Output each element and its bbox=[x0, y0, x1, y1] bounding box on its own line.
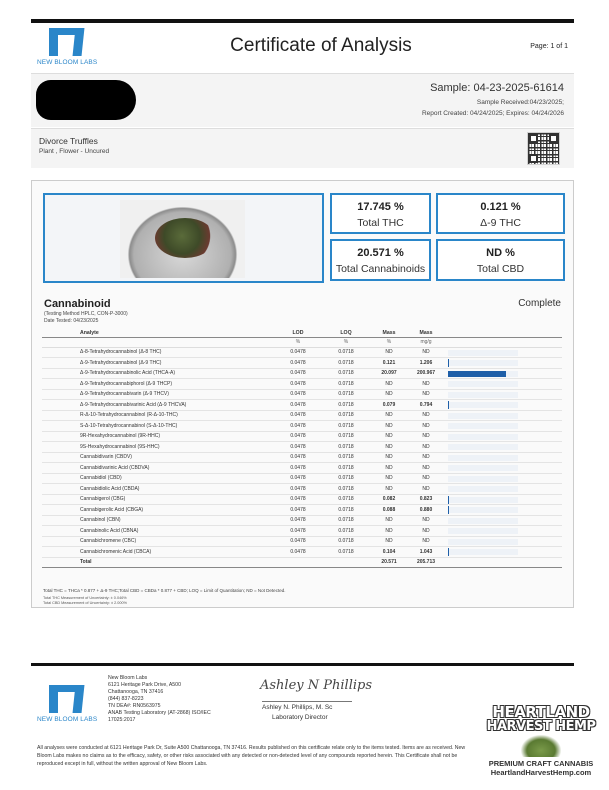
loq-value: 0.0718 bbox=[322, 494, 370, 505]
lod-value: 0.0478 bbox=[274, 536, 322, 547]
col-header-lod: LOD bbox=[274, 329, 322, 337]
lod-value: 0.0478 bbox=[274, 505, 322, 516]
mass-pct-value: 0.088 bbox=[370, 505, 408, 516]
level-bar-track bbox=[448, 350, 518, 356]
signer-name: Ashley N. Phillips, M. Sc bbox=[262, 704, 333, 711]
mass-pct-value: ND bbox=[370, 463, 408, 474]
sample-info-bar bbox=[31, 73, 574, 127]
table-footnote: Total THC = THCa * 0.877 + Δ-9 THC;Total CBD = CBDa * 0.877 + CBD; LOQ = Limit of Quantitation; ND = Not Detected. bbox=[43, 588, 286, 593]
watermark-line2: HARVEST HEMP bbox=[486, 719, 596, 734]
lod-value: 0.0478 bbox=[274, 547, 322, 558]
mass-pct-value: ND bbox=[370, 379, 408, 390]
mass-mg-value: ND bbox=[408, 463, 444, 474]
mass-mg-value: ND bbox=[408, 515, 444, 526]
loq-value: 0.0718 bbox=[322, 526, 370, 537]
level-bar-cell bbox=[444, 347, 562, 358]
level-bar-cell bbox=[444, 473, 562, 484]
table-row bbox=[42, 379, 562, 390]
loq-value: 0.0718 bbox=[322, 463, 370, 474]
stat-label: Total Cannabinoids bbox=[335, 263, 426, 275]
table-row bbox=[42, 442, 562, 453]
analyte-name: 9R-Hexahydrocannabinol (9R-HHC) bbox=[42, 431, 274, 442]
lod-value: 0.0478 bbox=[274, 452, 322, 463]
level-bar-cell bbox=[444, 484, 562, 495]
level-bar-cell bbox=[444, 515, 562, 526]
table-row bbox=[42, 536, 562, 547]
page-title: Certificate of Analysis bbox=[230, 35, 412, 56]
mass-mg-value: ND bbox=[408, 473, 444, 484]
loq-value: 0.0718 bbox=[322, 473, 370, 484]
mass-pct-value: 0.121 bbox=[370, 358, 408, 369]
level-bar-cell bbox=[444, 400, 562, 411]
level-bar-track bbox=[448, 381, 518, 387]
heartland-harvest-hemp-watermark bbox=[478, 705, 604, 787]
level-bar-cell bbox=[444, 431, 562, 442]
mass-mg-value: ND bbox=[408, 484, 444, 495]
table-row bbox=[42, 484, 562, 495]
table-row bbox=[42, 494, 562, 505]
loq-value: 0.0718 bbox=[322, 452, 370, 463]
redacted-client-block bbox=[36, 80, 136, 120]
lod-value: 0.0478 bbox=[274, 347, 322, 358]
lab-contact-info bbox=[108, 675, 211, 724]
lab-line: 17025:2017 bbox=[108, 717, 136, 723]
lab-line: (844) 837-8223 bbox=[108, 696, 144, 702]
bottom-rule bbox=[31, 663, 574, 666]
mass-mg-value: ND bbox=[408, 410, 444, 421]
sample-id: Sample: 04-23-2025-61614 bbox=[430, 82, 564, 94]
mass-pct-value: ND bbox=[370, 431, 408, 442]
level-bar-track bbox=[448, 507, 518, 513]
lab-line: Chattanooga, TN 37416 bbox=[108, 689, 164, 695]
table-row bbox=[42, 526, 562, 537]
lab-line: TN DEA#: RN0563975 bbox=[108, 703, 161, 709]
stat-value: ND % bbox=[486, 247, 515, 259]
level-bar-track bbox=[448, 413, 518, 419]
loq-value: 0.0718 bbox=[322, 431, 370, 442]
empty-cell bbox=[322, 557, 370, 568]
product-type: Plant , Flower - Uncured bbox=[39, 148, 110, 155]
table-row bbox=[42, 347, 562, 358]
mass-pct-value: ND bbox=[370, 389, 408, 400]
table-header-row bbox=[42, 329, 562, 337]
level-bar-cell bbox=[444, 442, 562, 453]
level-bar-cell bbox=[444, 379, 562, 390]
level-bar-cell bbox=[444, 410, 562, 421]
analyte-name: Δ-9-Tetrahydrocannabiphorol (Δ-9 THCP) bbox=[42, 379, 274, 390]
flower-bud-image bbox=[155, 218, 215, 258]
handwritten-signature: Ashley N Phillips bbox=[260, 678, 373, 693]
analyte-name: Δ-8-Tetrahydrocannabinol (Δ-8 THC) bbox=[42, 347, 274, 358]
analyte-name: Δ-9-Tetrahydrocannabinol (Δ-9 THC) bbox=[42, 358, 274, 369]
mass-pct-value: ND bbox=[370, 410, 408, 421]
analyte-name: Cannabidiol (CBD) bbox=[42, 473, 274, 484]
loq-value: 0.0718 bbox=[322, 358, 370, 369]
lod-value: 0.0478 bbox=[274, 473, 322, 484]
level-bar-track bbox=[448, 528, 518, 534]
header bbox=[31, 23, 574, 73]
mass-pct-value: ND bbox=[370, 536, 408, 547]
loq-value: 0.0718 bbox=[322, 389, 370, 400]
uncertainty-thc: Total THC Measurement of Uncertainty: ± 0.046% bbox=[43, 596, 127, 600]
mass-mg-value: ND bbox=[408, 347, 444, 358]
sample-photo-frame bbox=[43, 193, 324, 283]
qr-code-icon[interactable] bbox=[527, 132, 560, 165]
loq-value: 0.0718 bbox=[322, 368, 370, 379]
uncertainty-notes bbox=[43, 596, 127, 605]
unit-cell: % bbox=[274, 337, 322, 347]
product-name: Divorce Truffles bbox=[39, 136, 98, 146]
lod-value: 0.0478 bbox=[274, 463, 322, 474]
analyte-name: S-Δ-10-Tetrahydrocannabinol (S-Δ-10-THC) bbox=[42, 421, 274, 432]
table-row bbox=[42, 473, 562, 484]
mass-mg-value: 0.880 bbox=[408, 505, 444, 516]
testing-method: (Testing Method HPLC, CON-P-3000) bbox=[44, 311, 128, 317]
mass-mg-value: 0.794 bbox=[408, 400, 444, 411]
watermark-url: HeartlandHarvestHemp.com bbox=[490, 768, 592, 777]
mass-mg-value: ND bbox=[408, 526, 444, 537]
stat-label: Δ-9 THC bbox=[480, 217, 521, 229]
level-bar-cell bbox=[444, 536, 562, 547]
level-bar-cell bbox=[444, 389, 562, 400]
table-row bbox=[42, 452, 562, 463]
stat-total-thc bbox=[330, 193, 431, 234]
lod-value: 0.0478 bbox=[274, 379, 322, 390]
level-bar-track bbox=[448, 549, 518, 555]
analyte-name: Δ-9-Tetrahydrocannabinolic Acid (THCA-A) bbox=[42, 368, 274, 379]
unit-cell bbox=[42, 337, 274, 347]
lod-value: 0.0478 bbox=[274, 400, 322, 411]
section-status: Complete bbox=[518, 298, 561, 309]
level-bar-track bbox=[448, 486, 518, 492]
level-bar-track bbox=[448, 497, 518, 503]
mass-pct-value: ND bbox=[370, 526, 408, 537]
mass-mg-value: 1.043 bbox=[408, 547, 444, 558]
mass-mg-value: ND bbox=[408, 431, 444, 442]
mass-pct-value: ND bbox=[370, 515, 408, 526]
level-bar-cell bbox=[444, 368, 562, 379]
level-bar-fill bbox=[448, 371, 506, 377]
total-pct: 20.571 bbox=[370, 557, 408, 568]
mass-mg-value: ND bbox=[408, 379, 444, 390]
level-bar-tick bbox=[448, 496, 449, 504]
level-bar-cell bbox=[444, 505, 562, 516]
total-row bbox=[42, 557, 562, 568]
stat-d9-thc bbox=[436, 193, 565, 234]
mass-mg-value: 0.823 bbox=[408, 494, 444, 505]
results-panel bbox=[31, 180, 574, 608]
loq-value: 0.0718 bbox=[322, 400, 370, 411]
level-bar-cell bbox=[444, 452, 562, 463]
loq-value: 0.0718 bbox=[322, 347, 370, 358]
lod-value: 0.0478 bbox=[274, 410, 322, 421]
analyte-name: Δ-9-Tetrahydrocannabivarin (Δ-9 THCV) bbox=[42, 389, 274, 400]
mass-pct-value: ND bbox=[370, 421, 408, 432]
table-row bbox=[42, 389, 562, 400]
unit-cell: % bbox=[322, 337, 370, 347]
units-row bbox=[42, 337, 562, 347]
cannabinoid-table bbox=[42, 329, 562, 568]
lod-value: 0.0478 bbox=[274, 389, 322, 400]
mass-pct-value: 20.097 bbox=[370, 368, 408, 379]
lod-value: 0.0478 bbox=[274, 484, 322, 495]
analyte-name: Cannabidivarinic Acid (CBDVA) bbox=[42, 463, 274, 474]
lod-value: 0.0478 bbox=[274, 358, 322, 369]
analyte-name: Cannabichromene (CBC) bbox=[42, 536, 274, 547]
empty-cell bbox=[444, 557, 562, 568]
analyte-name: 9S-Hexahydrocannabinol (9S-HHC) bbox=[42, 442, 274, 453]
mass-pct-value: 0.104 bbox=[370, 547, 408, 558]
watermark-tagline: PREMIUM CRAFT CANNABIS bbox=[488, 759, 594, 768]
mass-mg-value: ND bbox=[408, 442, 444, 453]
mass-pct-value: 0.079 bbox=[370, 400, 408, 411]
signature-line bbox=[262, 701, 352, 702]
total-label: Total bbox=[42, 557, 274, 568]
analyte-name: R-Δ-10-Tetrahydrocannabinol (R-Δ-10-THC) bbox=[42, 410, 274, 421]
unit-cell: % bbox=[370, 337, 408, 347]
table-row bbox=[42, 547, 562, 558]
uncertainty-cbd: Total CBD Measurement of Uncertainty: ± 2.000% bbox=[43, 600, 127, 605]
level-bar-cell bbox=[444, 526, 562, 537]
level-bar-cell bbox=[444, 463, 562, 474]
table-row bbox=[42, 431, 562, 442]
mass-pct-value: ND bbox=[370, 473, 408, 484]
lab-line: New Bloom Labs bbox=[108, 675, 148, 681]
lod-value: 0.0478 bbox=[274, 431, 322, 442]
loq-value: 0.0718 bbox=[322, 515, 370, 526]
mass-mg-value: ND bbox=[408, 452, 444, 463]
analyte-name: Cannabichromenic Acid (CBCA) bbox=[42, 547, 274, 558]
loq-value: 0.0718 bbox=[322, 547, 370, 558]
analyte-name: Cannabidivarin (CBDV) bbox=[42, 452, 274, 463]
table-row bbox=[42, 358, 562, 369]
level-bar-track bbox=[448, 434, 518, 440]
level-bar-cell bbox=[444, 494, 562, 505]
analyte-name: Δ-9-Tetrahydrocannabivarinic Acid (Δ-9 THCVA) bbox=[42, 400, 274, 411]
signer-title: Laboratory Director bbox=[272, 714, 328, 721]
table-row bbox=[42, 505, 562, 516]
level-bar-track bbox=[448, 455, 518, 461]
section-title: Cannabinoid bbox=[44, 298, 111, 310]
mass-mg-value: 1.206 bbox=[408, 358, 444, 369]
sample-photo bbox=[120, 200, 245, 278]
level-bar-track bbox=[448, 392, 518, 398]
table-row bbox=[42, 463, 562, 474]
mass-mg-value: 200.967 bbox=[408, 368, 444, 379]
lod-value: 0.0478 bbox=[274, 526, 322, 537]
unit-cell bbox=[444, 337, 562, 347]
date-tested: Date Tested: 04/23/2025 bbox=[44, 318, 99, 324]
lod-value: 0.0478 bbox=[274, 421, 322, 432]
logo-mark-icon bbox=[49, 28, 83, 56]
stat-total-cbd bbox=[436, 239, 565, 281]
stat-label: Total THC bbox=[357, 217, 404, 229]
level-bar-tick bbox=[448, 506, 449, 514]
level-bar-tick bbox=[448, 401, 449, 409]
level-bar-track bbox=[448, 476, 518, 482]
logo-mark-icon bbox=[49, 685, 83, 713]
lab-line: ANAB Testing Laboratory (AT-2868) ISO/IEC bbox=[108, 710, 211, 716]
table-row bbox=[42, 421, 562, 432]
mass-mg-value: ND bbox=[408, 389, 444, 400]
disclaimer-text: All analyses were conducted at 6121 Heritage Park Dr, Suite A500 Chattanooga, TN 37416. Results published on this certificate relate only to the items tested. Items are as received. New Bloom Labs makes no claims as to the efficacy, safety, or other risks associated with any detected or non-detected level of any compounds reported herein. This Certificate shall not be reproduced except in full, without the written approval of New Bloom Labs. bbox=[37, 745, 466, 767]
logo-text: NEW BLOOM LABS bbox=[37, 59, 98, 66]
total-mg: 205.713 bbox=[408, 557, 444, 568]
sample-received: Sample Received:04/23/2025; bbox=[476, 99, 564, 106]
col-header-analyte: Analyte bbox=[42, 329, 274, 337]
table-row bbox=[42, 368, 562, 379]
report-dates: Report Created: 04/24/2025; Expires: 04/24/2026 bbox=[421, 110, 564, 117]
loq-value: 0.0718 bbox=[322, 410, 370, 421]
lab-line: 6121 Heritage Park Drive, A500 bbox=[108, 682, 181, 688]
mass-pct-value: ND bbox=[370, 484, 408, 495]
level-bar-track bbox=[448, 518, 518, 524]
lod-value: 0.0478 bbox=[274, 368, 322, 379]
col-header-loq: LOQ bbox=[322, 329, 370, 337]
stat-total-cannabinoids bbox=[330, 239, 431, 281]
level-bar-track bbox=[448, 444, 518, 450]
logo-text: NEW BLOOM LABS bbox=[37, 716, 98, 723]
product-info-bar bbox=[31, 128, 574, 168]
lod-value: 0.0478 bbox=[274, 494, 322, 505]
new-bloom-labs-logo bbox=[37, 28, 99, 66]
table-row bbox=[42, 410, 562, 421]
lod-value: 0.0478 bbox=[274, 442, 322, 453]
loq-value: 0.0718 bbox=[322, 484, 370, 495]
watermark-line1: HEARTLAND bbox=[492, 703, 590, 721]
unit-cell: mg/g bbox=[408, 337, 444, 347]
mass-pct-value: ND bbox=[370, 452, 408, 463]
loq-value: 0.0718 bbox=[322, 505, 370, 516]
level-bar-track bbox=[448, 423, 518, 429]
table-row bbox=[42, 515, 562, 526]
level-bar-tick bbox=[448, 548, 449, 556]
analyte-name: Cannabinolic Acid (CBNA) bbox=[42, 526, 274, 537]
level-bar-track bbox=[448, 360, 518, 366]
col-header-mass-pct: Mass bbox=[370, 329, 408, 337]
analyte-name: Cannabidiolic Acid (CBDA) bbox=[42, 484, 274, 495]
mass-pct-value: 0.082 bbox=[370, 494, 408, 505]
table-row bbox=[42, 400, 562, 411]
stat-value: 20.571 % bbox=[357, 247, 404, 259]
page-number: Page: 1 of 1 bbox=[530, 43, 568, 50]
level-bar-track bbox=[448, 402, 518, 408]
level-bar-track bbox=[448, 465, 518, 471]
mass-pct-value: ND bbox=[370, 347, 408, 358]
analyte-name: Cannabigerol (CBG) bbox=[42, 494, 274, 505]
loq-value: 0.0718 bbox=[322, 421, 370, 432]
footer-logo bbox=[37, 685, 99, 723]
empty-cell bbox=[274, 557, 322, 568]
lod-value: 0.0478 bbox=[274, 515, 322, 526]
analyte-name: Cannabinol (CBN) bbox=[42, 515, 274, 526]
stat-value: 17.745 % bbox=[357, 201, 404, 213]
col-header-mass-mg: Mass bbox=[408, 329, 444, 337]
mass-mg-value: ND bbox=[408, 421, 444, 432]
loq-value: 0.0718 bbox=[322, 442, 370, 453]
level-bar-cell bbox=[444, 547, 562, 558]
loq-value: 0.0718 bbox=[322, 536, 370, 547]
loq-value: 0.0718 bbox=[322, 379, 370, 390]
mass-mg-value: ND bbox=[408, 536, 444, 547]
hemp-leaf-icon bbox=[521, 735, 561, 757]
mass-pct-value: ND bbox=[370, 442, 408, 453]
stat-value: 0.121 % bbox=[480, 201, 521, 213]
level-bar-cell bbox=[444, 421, 562, 432]
analyte-name: Cannabigerolic Acid (CBGA) bbox=[42, 505, 274, 516]
stat-label: Total CBD bbox=[476, 263, 525, 275]
level-bar-tick bbox=[448, 359, 449, 367]
level-bar-track bbox=[448, 539, 518, 545]
col-header-bar bbox=[444, 329, 562, 337]
level-bar-cell bbox=[444, 358, 562, 369]
